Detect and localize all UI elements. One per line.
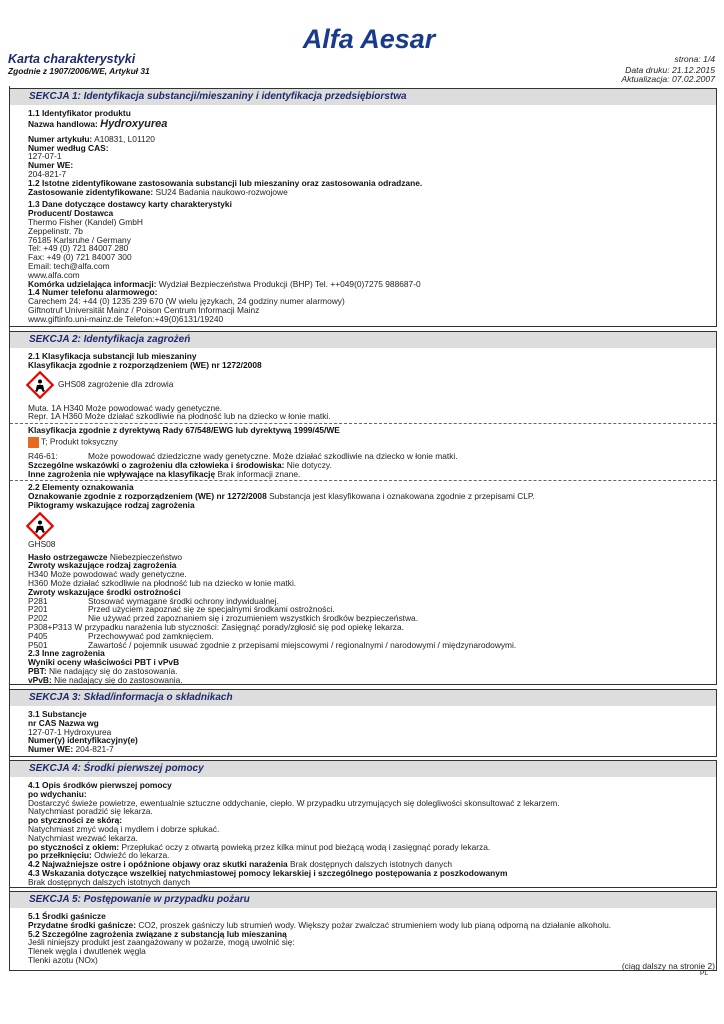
- email-line[interactable]: Email: tech@alfa.com: [28, 260, 110, 271]
- address-line: Fax: +49 (0) 721 84007 300: [28, 252, 132, 263]
- eye-value: Przepłukać oczy z otwartą powieką przez kilka minut pod bieżącą wodą i zasięgnąć porady lekarza.: [121, 841, 491, 852]
- article-label: Numer artykułu:: [28, 133, 93, 144]
- doc-title: Karta charakterystyki: [8, 52, 136, 66]
- ghs08-health-hazard-icon: [26, 371, 54, 399]
- language-code: PL: [700, 970, 708, 977]
- section-4: [9, 760, 717, 888]
- hazard-statements-label: Zwroty wskazujące rodzaj zagrożenia: [28, 560, 177, 571]
- s2-2-heading: 2.2 Elementy oznakowania: [28, 482, 134, 493]
- skin-text: Natychmiast zmyć wodą i mydłem i dobrze spłukać.: [28, 823, 220, 834]
- cas-label: Numer według CAS:: [28, 142, 109, 153]
- info-label: Komórka udzielająca informacji:: [28, 278, 157, 289]
- s2-3-heading: 2.3 Inne zagrożenia: [28, 648, 105, 659]
- fire-text: Tlenki azotu (NOx): [28, 954, 98, 965]
- p-code: P201: [28, 604, 48, 615]
- p-code: P405: [28, 630, 48, 641]
- toxic-symbol-icon: [28, 437, 39, 448]
- logo-text: Alfa Aesar: [302, 25, 436, 53]
- section-3-title: SEKCJA 3: Skład/informacja o składnikach: [10, 690, 716, 706]
- update-date: Aktualizacja: 07.02.2007: [621, 74, 715, 84]
- hazard-statement: H360 Może działać szkodliwie na płodność lub na dziecko w łonie matki.: [28, 577, 297, 588]
- s5-1-heading: 5.1 Środki gaśnicze: [28, 911, 106, 921]
- use-value: SU24 Badania naukowo-rozwojowe: [155, 186, 288, 197]
- article-value: A10831, L01120: [94, 133, 155, 144]
- we-label: Numer WE:: [28, 160, 74, 171]
- alarm-line: Carechem 24: +44 (0) 1235 239 670 (W wielu językach, 24 godziny numer alarmowy): [28, 296, 345, 307]
- address-line: 76185 Karlsruhe / Germany: [28, 234, 131, 245]
- skin-text: Natychmiast wezwać lekarza.: [28, 832, 138, 843]
- section-2: [9, 331, 717, 685]
- pbt-value: Nie nadający się do zastosowania.: [48, 665, 178, 676]
- hazard-statement: H340 Może powodować wady genetyczne.: [28, 569, 187, 580]
- inhalation-text: Natychmiast poradzić się lekarza.: [28, 806, 153, 817]
- s1-3-heading: 1.3 Dane dotyczące dostawcy karty charakterystyki: [28, 199, 232, 210]
- signal-word-label: Hasło ostrzegawcze: [28, 551, 108, 562]
- pbt-label: PBT:: [28, 665, 47, 676]
- section-5-title: SEKCJA 5: Postępowanie w przypadku pożaru: [10, 892, 716, 908]
- r-phrase-text: Może powodować dziedziczne wady genetyczne. Może działać szkodliwie na dziecko w łonie matki.: [88, 450, 458, 461]
- we-label: Numer WE:: [28, 744, 74, 755]
- doc-subtitle: Zgodnie z 1907/2006/WE, Artykuł 31: [8, 66, 150, 76]
- dir-67-heading: Klasyfikacja zgodnie z dyrektywą Rady 67/548/EWG lub dyrektywą 1999/45/WE: [28, 425, 340, 436]
- section-2-title: SEKCJA 2: Identyfikacja zagrożeń: [10, 332, 716, 348]
- info-value: Wydział Bezpieczeństwa Produkcji (BHP) Tel. ++049(0)7275 988687-0: [158, 278, 421, 289]
- alfa-aesar-logo: [284, 25, 454, 53]
- s2-2-clp-label: Oznakowanie zgodnie z rozporządzeniem (WE) nr 1272/2008: [28, 491, 267, 502]
- section-3: [9, 689, 717, 757]
- continued-note: (ciąg dalszy na stronie 2): [621, 961, 715, 971]
- s4-2-label: 4.2 Najważniejsze ostre i opóźnione objawy oraz skutki narażenia: [28, 859, 288, 870]
- vpvb-value: Nie nadający się do zastosowania.: [54, 674, 183, 685]
- website-link[interactable]: www.alfa.com: [28, 269, 80, 280]
- p-text: W przypadku narażenia lub styczności: Zasięgnąć porady/zgłosić się pod opiekę lekarza.: [74, 621, 404, 632]
- hazard-class-text: Może powodować wady genetyczne.: [85, 402, 223, 413]
- s2-2-clp-value: Substancja jest klasyfikowana i oznakowana zgodnie z przepisami CLP.: [269, 491, 535, 502]
- s4-3-value: Brak dostępnych dalszych istotnych danych: [28, 876, 191, 887]
- swallow-value: Odwieźć do lekarza.: [94, 850, 170, 861]
- section-5: [9, 891, 717, 971]
- eye-label: po styczności z okiem:: [28, 841, 120, 852]
- extinguish-value: CO2, proszek gaśniczy lub strumień wody. Większy pożar zwalczać strumieniem wody lub pianą odporną na działanie alkoholu.: [138, 919, 612, 930]
- section-1-title: SEKCJA 1: Identyfikacja substancji/mieszaniny i identyfikacja przedsiębiorstwa: [10, 89, 716, 105]
- hazard-class-code: Repr. 1A H360: [28, 411, 83, 422]
- s2-1-heading: 2.1 Klasyfikacja substancji lub mieszaniny: [28, 351, 197, 361]
- s2-1-clp-heading: Klasyfikacja zgodnie z rozporządzeniem (WE) nr 1272/2008: [28, 359, 262, 370]
- s5-2-heading: 5.2 Szczególne zagrożenia związane z substancją lub mieszaniną: [28, 928, 287, 939]
- other-label: Inne zagrożenia nie wpływające na klasyfikację: [28, 468, 216, 479]
- p-code: P202: [28, 613, 48, 624]
- env-label: Szczególne wskazówki o zagrożeniu dla człowieka i środowiska:: [28, 459, 285, 470]
- p-text: Nie używać przed zapoznaniem się i zrozumieniem wszystkich środków bezpieczeństwa.: [88, 613, 419, 624]
- fire-text: Tlenek węgla i dwutlenek węgla: [28, 946, 146, 957]
- ident-label: Numer(y) identyfikacyjny(e): [28, 735, 138, 746]
- p-text: Stosować wymagane środki ochrony indywidualnej.: [88, 595, 279, 606]
- s4-2-value: Brak dostępnych dalszych istotnych danych: [290, 859, 453, 870]
- precaution-label: Zwroty wskazujące środki ostrożności: [28, 586, 181, 597]
- toxic-label: T; Produkt toksyczny: [41, 436, 118, 447]
- address-line: Zeppelinstr. 7b: [28, 225, 83, 236]
- cas-entry: 127-07-1 Hydroxyurea: [28, 726, 112, 737]
- print-date: Data druku: 21.12.2015: [625, 65, 715, 75]
- ghs08-code: GHS08: [28, 538, 56, 549]
- trade-label: Nazwa handlowa:: [28, 118, 98, 129]
- pictogram-label: Piktogramy wskazujące rodzaj zagrożenia: [28, 499, 195, 510]
- inhalation-label: po wdychaniu:: [28, 788, 87, 799]
- ghs08-label: GHS08 zagrożenie dla zdrowia: [58, 379, 174, 390]
- signal-word-value: Niebezpieczeństwo: [109, 551, 183, 562]
- inhalation-text: Dostarczyć świeże powietrze, ewentualnie sztuczne oddychanie, ciepło. W przypadku utrzymujących się dolegliwości skonsultować z lekarzem.: [28, 797, 560, 808]
- hazard-class-text: Może działać szkodliwie na płodność lub na dziecko w łonie matki.: [84, 411, 331, 422]
- ghs08-pictogram-icon: [26, 512, 54, 540]
- alarm-line: Giftnotruf Universität Mainz / Poison Centrum Informacji Mainz: [28, 304, 260, 315]
- divider: [10, 423, 716, 424]
- s1-4-heading: 1.4 Numer telefonu alarmowego:: [28, 287, 158, 298]
- hazard-class-code: Muta. 1A H340: [28, 402, 84, 413]
- p-code: P281: [28, 595, 48, 606]
- p-text: Przed użyciem zapoznać się ze specjalnymi środkami ostrożności.: [88, 604, 335, 615]
- page-number: strona: 1/4: [674, 54, 715, 64]
- other-value: Brak informacji znane.: [217, 468, 301, 479]
- address-line: Tel: +49 (0) 721 84007 280: [28, 243, 129, 254]
- section-1: [9, 88, 717, 327]
- address-line: Thermo Fisher (Kandel) GmbH: [28, 216, 143, 227]
- p-code: P501: [28, 639, 48, 650]
- divider: [10, 480, 716, 481]
- p-text: Zawartość / pojemnik usuwać zgodnie z przepisami miejscowymi / regionalnymi / narodowymi / międzynarodowymi.: [88, 639, 517, 650]
- we-value: 204-821-7: [28, 168, 67, 179]
- skin-label: po styczności ze skórą:: [28, 815, 123, 826]
- alarm-line: www.giftinfo.uni-mainz.de Telefon:+49(0)6131/19240: [28, 313, 224, 324]
- s1-1-heading: 1.1 Identyfikator produktu: [28, 108, 131, 118]
- pbt-title: Wyniki oceny właściwości PBT i vPvB: [28, 657, 180, 668]
- s1-2-heading: 1.2 Istotne zidentyfikowane zastosowania substancji lub mieszaniny oraz zastosowania odradzane.: [28, 177, 423, 188]
- s4-3-heading: 4.3 Wskazania dotyczące wszelkiej natychmiastowej pomocy lekarskiej i szczególnego postępowania z poszkodowanym: [28, 867, 508, 878]
- cas-header: nr CAS Nazwa wg: [28, 717, 99, 728]
- r-phrase-code: R46-61:: [28, 450, 58, 461]
- env-value: Nie dotyczy.: [286, 459, 332, 470]
- we-value: 204-821-7: [75, 744, 114, 755]
- s4-1-heading: 4.1 Opis środków pierwszej pomocy: [28, 780, 172, 790]
- producer-label: Producent/ Dostawca: [28, 208, 114, 219]
- swallow-label: po przełknięciu:: [28, 850, 92, 861]
- extinguish-label: Przydatne środki gaśnicze:: [28, 919, 136, 930]
- s3-1-heading: 3.1 Substancje: [28, 709, 87, 719]
- product-name: Hydroxyurea: [100, 117, 168, 130]
- fire-text: Jeśli niniejszy produkt jest zaangażowany w pożarze, mogą uwolnić się:: [28, 937, 295, 948]
- p-text: Przechowywać pod zamknięciem.: [88, 630, 214, 641]
- section-4-title: SEKCJA 4: Środki pierwszej pomocy: [10, 761, 716, 777]
- cas-value: 127-07-1: [28, 151, 62, 162]
- use-label: Zastosowanie zidentyfikowane:: [28, 186, 154, 197]
- p-code: P308+P313: [28, 621, 73, 632]
- vpvb-label: vPvB:: [28, 674, 52, 685]
